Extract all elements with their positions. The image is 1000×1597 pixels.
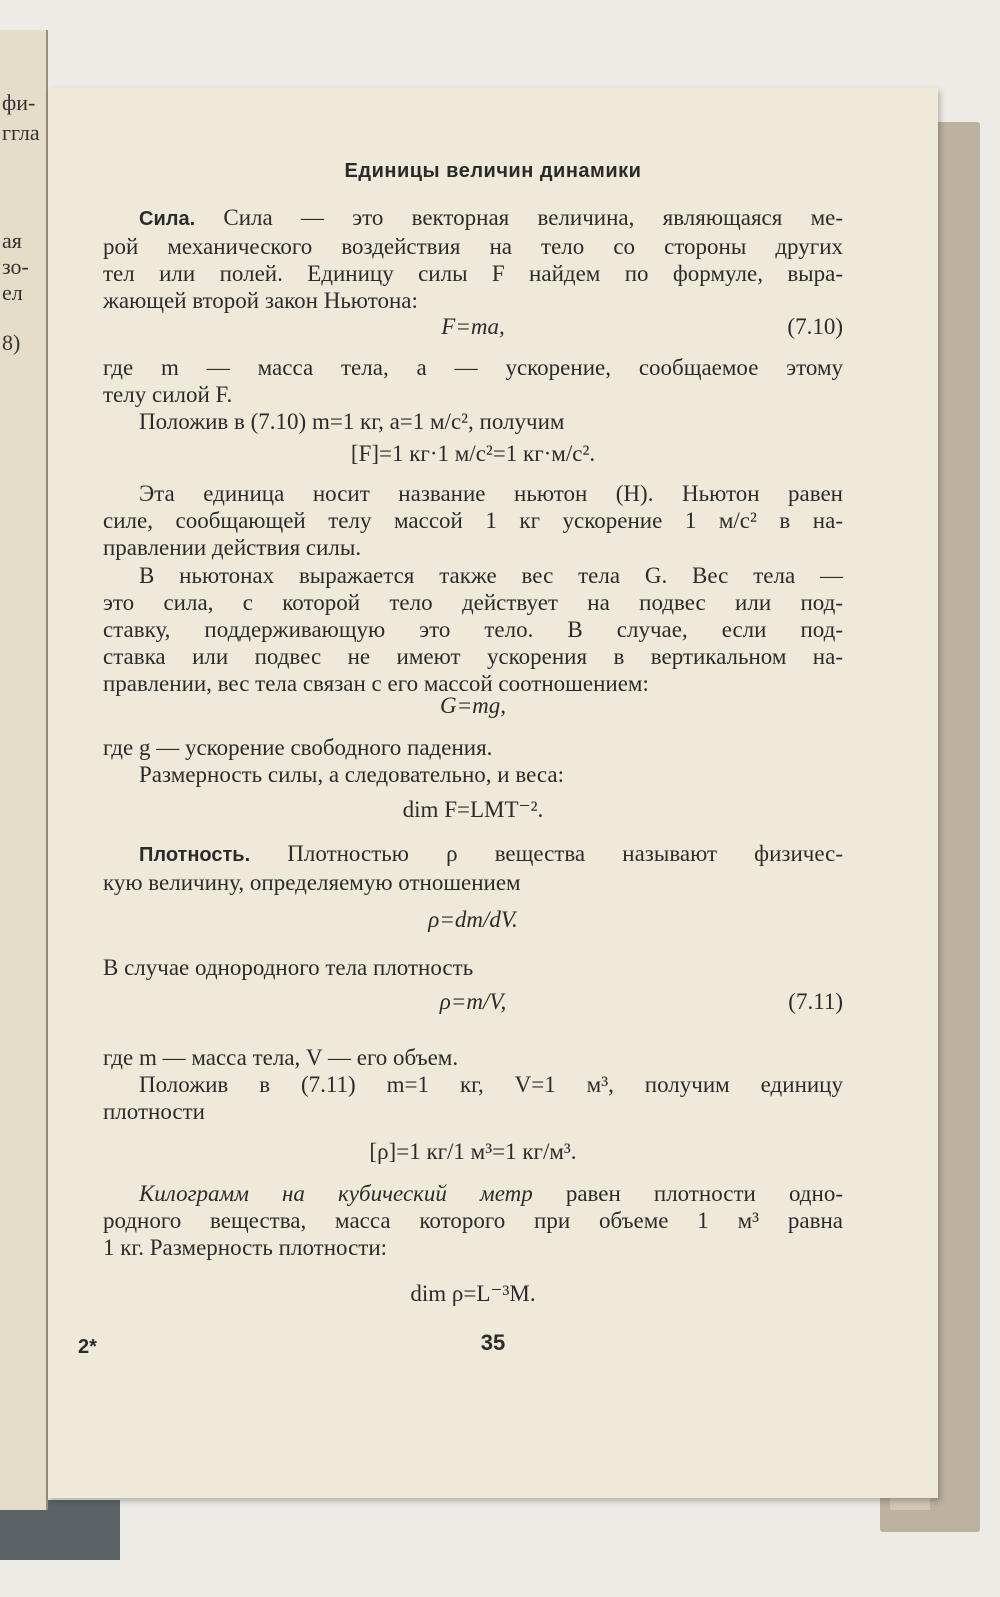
text-line: В случае однородного тела плотность: [103, 955, 474, 980]
prev-page-fragment: 8): [2, 330, 21, 355]
paragraph-homogeneous: [103, 954, 843, 981]
prev-page-fragment: зо-: [2, 254, 29, 279]
text-line: где g — ускорение свободного падения.: [103, 735, 493, 760]
text-line: где m — масса тела, a — ускорение, сообщаемое этому: [103, 355, 843, 380]
equation-number: (7.10): [787, 314, 843, 339]
text-line: родного вещества, масса которого при объеме 1 м³ равна: [103, 1208, 843, 1233]
paragraph-gravity: [103, 734, 843, 788]
text-line: ставка или подвес не имеют ускорения в вертикальном на-: [103, 644, 843, 669]
paragraph-newton-unit: [103, 480, 843, 561]
paragraph-weight: [103, 562, 843, 697]
paragraph-density-where: [103, 1044, 843, 1125]
formula-density-dimension: dim ρ=L⁻³M.: [410, 1281, 536, 1306]
text-line: где m — масса тела, V — его объем.: [103, 1045, 459, 1070]
text-line: Размерность силы, а следовательно, и веса:: [139, 762, 564, 787]
paragraph-force-where: [103, 354, 843, 435]
prev-page-fragment: фи-: [2, 90, 36, 115]
prev-page-fragment: ггла: [2, 120, 40, 145]
text-line: кую величину, определяемую отношением: [103, 870, 521, 895]
prev-page-fragment: ел: [2, 280, 23, 305]
term-force: Сила.: [139, 208, 196, 230]
text-line: телу силой F.: [103, 382, 233, 407]
text-line: это сила, с которой тело действует на подвес или под-: [103, 590, 843, 615]
signature-mark: 2*: [78, 1336, 97, 1358]
formula-density: ρ=m/V, (7.11): [439, 989, 843, 1014]
text-line: Положив в (7.10) m=1 кг, a=1 м/с², получим: [139, 409, 565, 434]
previous-page-edge: [0, 30, 48, 1510]
paragraph-density-definition: Плотность. Плотностью ρ вещества называют физичес- кую величину, определяемую отношением: [103, 841, 843, 895]
text-line: тел или полей. Единицу силы F найдем по формуле, выра-: [103, 261, 843, 286]
text-line: плотности: [103, 1099, 205, 1124]
text-line: силе, сообщающей телу массой 1 кг ускорение 1 м/с² в на-: [103, 508, 843, 533]
prev-page-fragment: ая: [2, 228, 22, 253]
equation-number: (7.11): [788, 989, 843, 1014]
text-line: рой механического воздействия на тело со стороны других: [103, 234, 843, 259]
formula-newton-law: F=ma, (7.10): [441, 314, 843, 339]
text-line: правлении, вес тела связан с его массой соотношением:: [103, 671, 649, 696]
paragraph-kg-per-m3: Килограмм на кубический метр равен плотности одно- родного вещества, масса которого при объеме 1 м³ равна 1 кг. Размерность плотности:: [103, 1181, 843, 1260]
term-density: Плотность.: [139, 844, 251, 866]
formula-density-differential: ρ=dm/dV.: [428, 907, 518, 932]
formula-force-dimension: dim F=LMT⁻².: [402, 797, 544, 822]
term-kg-per-m3: Килограмм на кубический метр: [139, 1181, 533, 1206]
section-heading: Единицы величин динамики: [344, 160, 642, 182]
text-line: В ньютонах выражается также вес тела G. Вес тела —: [139, 563, 843, 588]
text-line: ставку, поддерживающую это тело. В случае, если под-: [103, 617, 843, 642]
text-line: жающей второй закон Ньютона:: [103, 288, 418, 313]
paragraph-force-definition: Сила. Сила — это векторная величина, являющаяся ме- рой механического воздействия на тело со стороны других тел или полей. Единицу силы F найдем по формуле, выра- жающей второй закон Ньютона:: [103, 205, 843, 313]
page-number: 35: [480, 1330, 506, 1355]
book-page: [48, 88, 938, 1498]
formula-density-unit: [ρ]=1 кг/1 м³=1 кг/м³.: [369, 1139, 577, 1164]
text-line: правлении действия силы.: [103, 535, 362, 560]
formula-force-unit: [F]=1 кг·1 м/с²=1 кг·м/с².: [350, 441, 596, 466]
text-line: 1 кг. Размерность плотности:: [103, 1235, 388, 1260]
formula-weight: G=mg,: [440, 693, 506, 718]
text-line: Положив в (7.11) m=1 кг, V=1 м³, получим единицу: [139, 1072, 843, 1097]
text-line: Эта единица носит название ньютон (Н). Ньютон равен: [139, 481, 843, 506]
